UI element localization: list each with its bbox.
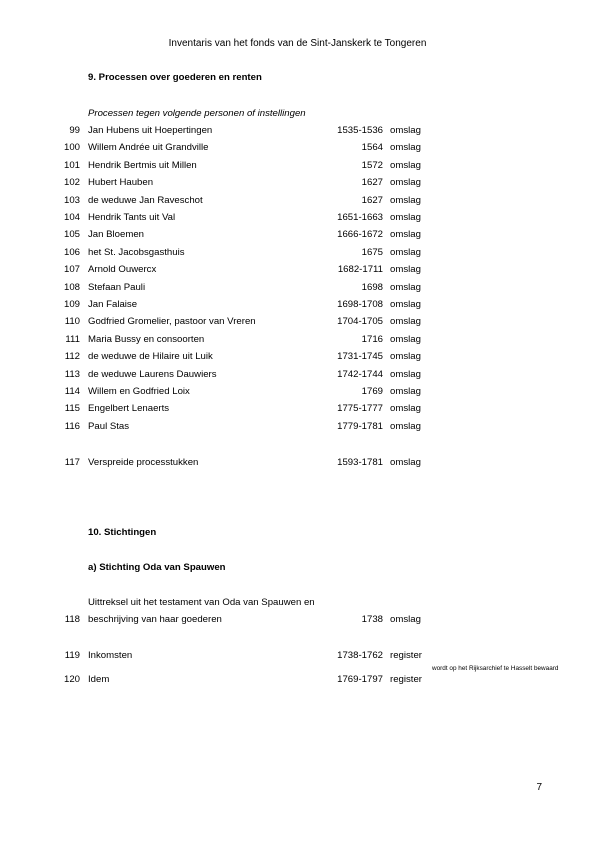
item-type: omslag [390, 457, 421, 468]
section-heading-stichtingen: 10. Stichtingen [88, 527, 157, 538]
item-number: 119 [64, 650, 80, 661]
page-number: 7 [536, 782, 542, 793]
item-description: Jan Bloemen [88, 229, 144, 241]
item-description: de weduwe Laurens Dauwiers [88, 368, 217, 380]
item-date: 1731-1745 [337, 351, 383, 363]
item-date: 1704-1705 [337, 316, 383, 328]
item-date: 1698 [361, 281, 383, 293]
archive-note: wordt op het Rijksarchief te Hasselt bewaard [432, 665, 559, 672]
item-number: 100 [63, 142, 80, 154]
item-description: het St. Jacobsgasthuis [88, 246, 185, 258]
item-type: omslag [390, 125, 421, 136]
item-description: Arnold Ouwercx [88, 264, 157, 276]
item-date: 1769 [361, 386, 383, 397]
item-type: omslag [390, 386, 421, 397]
item-date: 1651-1663 [337, 212, 383, 223]
item-description: Jan Falaise [88, 299, 138, 310]
item-type: omslag [390, 299, 421, 310]
item-description: Hubert Hauben [88, 177, 154, 189]
item-number: 117 [64, 457, 80, 468]
item-number: 107 [63, 264, 80, 276]
item-type: omslag [390, 333, 421, 345]
item-date: 1572 [361, 159, 383, 171]
item-type: omslag [390, 614, 421, 625]
item-date: 1682-1711 [337, 264, 383, 276]
item-number: 114 [64, 386, 80, 397]
item-number: 105 [63, 229, 80, 241]
item-type: omslag [390, 351, 421, 363]
item-number: 118 [64, 614, 80, 625]
item-number: 101 [63, 159, 80, 171]
item-number: 102 [63, 177, 80, 189]
item-type: omslag [390, 403, 421, 415]
item-type: omslag [390, 281, 421, 293]
item-date: 1769-1797 [337, 674, 383, 685]
item-description: de weduwe de Hilaire uit Luik [88, 351, 213, 363]
item-date: 1698-1708 [337, 299, 383, 310]
item-date: 1775-1777 [337, 403, 383, 415]
item-description: Idem [88, 674, 110, 685]
item-description-line1: Uittreksel uit het testament van Oda van Spauwen en [88, 597, 315, 608]
item-description: Willem en Godfried Loix [88, 386, 190, 397]
item-type: omslag [390, 264, 421, 276]
item-description-line2: beschrijving van haar goederen [88, 614, 222, 625]
item-number: 108 [63, 281, 80, 293]
item-type: omslag [390, 159, 421, 171]
item-type: omslag [390, 177, 421, 189]
item-number: 116 [64, 420, 80, 432]
item-number: 120 [63, 674, 80, 685]
item-date: 1535-1536 [337, 125, 383, 136]
item-number: 110 [64, 316, 80, 328]
item-description: Hendrik Tants uit Val [88, 212, 176, 223]
item-description: Willem Andrée uit Grandville [88, 142, 209, 154]
item-date: 1738 [361, 614, 383, 625]
item-type: omslag [390, 420, 421, 432]
item-number: 115 [64, 403, 80, 415]
item-date: 1593-1781 [337, 457, 383, 468]
item-number: 113 [64, 368, 80, 380]
item-number: 104 [63, 212, 80, 223]
item-number: 112 [64, 351, 80, 363]
item-type: omslag [390, 229, 421, 241]
item-description: Hendrik Bertmis uit Millen [88, 159, 197, 171]
item-description: de weduwe Jan Raveschot [88, 194, 203, 206]
item-date: 1564 [361, 142, 383, 154]
section-subheading-oda: a) Stichting Oda van Spauwen [88, 562, 226, 573]
item-number: 99 [69, 125, 80, 136]
item-date: 1738-1762 [337, 650, 383, 661]
item-type: register [390, 650, 422, 661]
item-number: 103 [63, 194, 80, 206]
item-description: Stefaan Pauli [88, 281, 146, 293]
section-heading-processen: 9. Processen over goederen en renten [88, 72, 262, 83]
item-description: Inkomsten [88, 650, 133, 661]
item-type: register [390, 674, 422, 685]
item-description: Paul Stas [88, 420, 130, 432]
item-description: Godfried Gromelier, pastoor van Vreren [88, 316, 256, 328]
item-type: omslag [390, 316, 421, 328]
item-type: omslag [390, 368, 421, 380]
item-type: omslag [390, 246, 421, 258]
item-number: 106 [63, 246, 80, 258]
item-type: omslag [390, 212, 421, 223]
item-date: 1675 [361, 246, 383, 258]
item-date: 1627 [361, 177, 383, 189]
section-subheading-processen: Processen tegen volgende personen of instellingen [88, 108, 306, 119]
item-description: Engelbert Lenaerts [88, 403, 170, 415]
item-date: 1666-1672 [337, 229, 383, 241]
item-date: 1716 [361, 333, 383, 345]
item-date: 1779-1781 [337, 420, 383, 432]
item-type: omslag [390, 194, 421, 206]
item-description: Jan Hubens uit Hoepertingen [88, 125, 213, 136]
item-date: 1627 [361, 194, 383, 206]
item-type: omslag [390, 142, 421, 154]
item-date: 1742-1744 [337, 368, 383, 380]
item-description: Maria Bussy en consoorten [88, 333, 205, 345]
page-header: Inventaris van het fonds van de Sint-Janskerk te Tongeren [168, 38, 427, 49]
item-number: 111 [65, 333, 80, 345]
item-number: 109 [63, 299, 80, 310]
item-description: Verspreide processtukken [88, 457, 199, 468]
